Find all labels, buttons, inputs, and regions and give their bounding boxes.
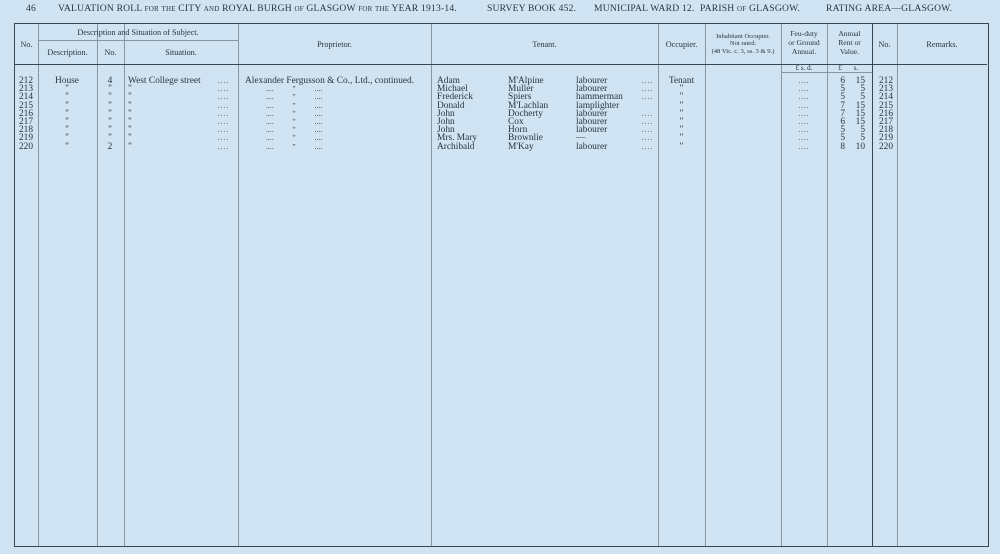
description-cell: " [65, 84, 69, 95]
group-rule [38, 40, 238, 41]
proprietor-cell: .... " .... [266, 133, 323, 143]
row-number-right: 216 [878, 108, 894, 119]
rent-pounds: 7 [840, 108, 845, 119]
row-number: 217 [18, 117, 34, 127]
house-number-cell: " [108, 84, 112, 95]
rent-shillings: 5 [860, 92, 865, 103]
inhabitant-line-2: Not rated. [729, 40, 757, 48]
situation-cell: West College street [128, 76, 201, 86]
tenant-occupation: labourer [576, 108, 608, 119]
tenant-last-name: Spiers [508, 92, 532, 103]
tenant-last-name: Docherty [508, 108, 543, 119]
col-rule [658, 24, 659, 546]
rent-shillings: 5 [860, 125, 865, 136]
col-no-header: No. [20, 40, 33, 49]
row-number-right: 212 [878, 76, 894, 86]
col-rule [897, 24, 898, 546]
tenant-first-name: John [437, 117, 455, 127]
situation-cell: " [128, 92, 132, 103]
rent-pounds: 6 [840, 76, 845, 86]
col-rule-heavy [872, 24, 873, 546]
survey-book: SURVEY BOOK 452. [487, 3, 577, 14]
proprietor-cell: .... " .... [266, 125, 323, 135]
col-rule [124, 24, 125, 546]
occupier-cell: " [679, 125, 684, 136]
tenant-last-name: Horn [508, 125, 528, 136]
row-number: 212 [18, 76, 34, 86]
feu-line-2: or Ground [788, 38, 820, 47]
municipal-ward: MUNICIPAL WARD 12. [594, 3, 695, 14]
tenant-dots: .... [642, 118, 653, 126]
house-number-cell: " [108, 125, 112, 136]
tenant-first-name: Michael [437, 84, 468, 95]
rent-line-3: Value. [839, 47, 860, 56]
tenant-dots: .... [642, 126, 653, 135]
feu-duty-cell: .... [798, 101, 810, 110]
rating-area: RATING AREA—GLASGOW. [826, 3, 953, 14]
parish: PARISH of GLASGOW. [700, 3, 801, 14]
col-situation-header: Situation. [165, 48, 197, 57]
tenant-occupation: labourer [576, 84, 608, 95]
feu-duty-cell: .... [798, 118, 810, 126]
house-number-cell: " [108, 108, 112, 119]
inhabitant-line-3: (48 Vic. c. 3, ss. 3 & 9.) [711, 47, 775, 55]
occupier-cell: " [679, 92, 684, 103]
situation-dots: .... [218, 134, 229, 143]
tenant-occupation: — [576, 133, 586, 144]
tenant-first-name: Archibald [437, 141, 475, 152]
tenant-first-name: Frederick [437, 92, 473, 103]
col-occupier-header: Occupier. [665, 40, 698, 49]
feu-line-1: Feu-duty [790, 29, 818, 38]
proprietor-cell: Alexander Fergusson & Co., Ltd., continued. [245, 76, 415, 86]
col-description-header: Description. [47, 48, 88, 57]
situation-cell: " [128, 100, 132, 111]
rent-shillings: 5 [860, 84, 865, 95]
situation-cell: " [128, 84, 132, 95]
description-cell: " [65, 108, 69, 119]
proprietor-cell: .... " .... [266, 100, 323, 110]
house-number-cell: " [108, 92, 112, 103]
house-number-cell: " [108, 117, 112, 127]
rent-pounds: 5 [840, 92, 845, 103]
tenant-last-name: Muller [508, 84, 534, 95]
occupier-cell: " [679, 117, 684, 127]
col-inhabitant-header [705, 33, 781, 55]
situation-cell: " [128, 108, 132, 119]
situation-dots: .... [218, 77, 229, 85]
rent-pounds: 5 [840, 125, 845, 136]
tenant-occupation: hammerman [576, 92, 623, 103]
row-number: 219 [18, 133, 34, 144]
description-cell: " [65, 125, 69, 136]
rent-shillings: 10 [855, 141, 865, 152]
feu-duty-cell: .... [798, 142, 810, 151]
occupier-cell: " [679, 84, 684, 95]
situation-cell: " [128, 141, 132, 152]
rent-line-1: Annual [838, 29, 861, 38]
occupier-cell: " [679, 108, 684, 119]
occupier-cell: " [679, 100, 684, 111]
col-rule [827, 24, 828, 546]
rent-pounds: 7 [840, 100, 845, 111]
tenant-last-name: M'Kay [508, 141, 534, 152]
col-remarks-header: Remarks. [926, 40, 958, 49]
situation-cell: " [128, 117, 132, 127]
house-number-cell: " [108, 100, 112, 111]
house-number-cell: 4 [107, 76, 113, 86]
proprietor-cell: .... " .... [266, 92, 323, 102]
situation-cell: " [128, 125, 132, 136]
feu-duty-cell: .... [798, 109, 810, 118]
rent-shillings: 15 [855, 76, 865, 86]
feu-duty-cell: .... [798, 134, 810, 143]
proprietor-cell: .... " .... [266, 141, 323, 151]
situation-dots: .... [218, 109, 229, 118]
house-number-cell: " [108, 133, 112, 144]
situation-dots: .... [218, 142, 229, 151]
rent-pounds: 5 [840, 133, 845, 144]
situation-dots: .... [218, 93, 229, 102]
feu-duty-cell: .... [798, 126, 810, 135]
col-rule [238, 24, 239, 546]
rent-pounds: 5 [840, 84, 845, 95]
tenant-first-name: Adam [437, 76, 460, 86]
rent-line-2: Rent or [838, 38, 861, 47]
row-number-right: 218 [878, 125, 894, 136]
rent-pounds: 6 [840, 117, 845, 127]
row-number: 216 [18, 108, 34, 119]
col-number-header: No. [104, 48, 117, 57]
feu-units: £ s. d. [795, 64, 813, 72]
tenant-first-name: Donald [437, 100, 465, 111]
tenant-first-name: John [437, 108, 455, 119]
col-rule [38, 24, 39, 546]
tenant-occupation: labourer [576, 76, 608, 86]
situation-dots: .... [218, 85, 229, 94]
col-group-header: Description and Situation of Subject. [77, 28, 199, 37]
tenant-dots: .... [642, 93, 653, 102]
row-number-right: 214 [878, 92, 894, 103]
tenant-dots: .... [642, 77, 653, 85]
situation-cell: " [128, 133, 132, 144]
description-cell: " [65, 133, 69, 144]
feu-line-3: Annual. [791, 47, 817, 56]
inhabitant-line-1: Inhabitant Occupier. [716, 33, 770, 40]
rent-shillings: 15 [855, 117, 865, 127]
rent-shilling-unit: s. [853, 64, 859, 72]
situation-dots: .... [218, 101, 229, 110]
occupier-cell: " [679, 133, 684, 144]
house-number-cell: 2 [107, 141, 113, 152]
row-number-right: 213 [878, 84, 894, 95]
feu-duty-cell: .... [798, 93, 810, 102]
tenant-dots: .... [642, 142, 653, 151]
tenant-occupation: lamplighter [576, 100, 620, 111]
col-rent-header [827, 29, 872, 56]
situation-dots: .... [218, 126, 229, 135]
tenant-last-name: Brownlie [508, 133, 543, 144]
row-number: 218 [18, 125, 34, 136]
row-number-right: 215 [878, 100, 894, 111]
row-number-right: 220 [878, 141, 894, 152]
description-cell: " [65, 92, 69, 103]
rent-pound-unit: £ [838, 64, 842, 72]
roll-title: VALUATION ROLL for the CITY and ROYAL BURGH of GLASGOW for the YEAR 1913-14. [58, 3, 457, 14]
tenant-dots: .... [642, 85, 653, 94]
proprietor-cell: .... " .... [266, 108, 323, 118]
description-cell: " [65, 100, 69, 111]
description-cell: " [65, 141, 69, 152]
tenant-occupation: labourer [576, 117, 608, 127]
col-tenant-header: Tenant. [532, 40, 557, 49]
tenant-occupation: labourer [576, 141, 608, 152]
rent-shillings: 15 [855, 100, 865, 111]
situation-dots: .... [218, 118, 229, 126]
row-number: 213 [18, 84, 34, 95]
row-number: 220 [18, 141, 34, 152]
col-rule [781, 24, 782, 546]
col-feu-header [781, 29, 827, 56]
tenant-last-name: Cox [508, 117, 524, 127]
tenant-dots: .... [642, 109, 653, 118]
col-rule [97, 24, 98, 546]
proprietor-cell: .... " .... [266, 117, 323, 126]
col-proprietor-header: Proprietor. [317, 40, 352, 49]
description-cell: " [65, 117, 69, 127]
proprietor-cell: .... " .... [266, 84, 323, 94]
occupier-cell: " [679, 141, 684, 152]
rent-shillings: 5 [860, 133, 865, 144]
tenant-last-name: M'Alpine [508, 76, 544, 86]
page-header [0, 3, 1000, 17]
feu-duty-cell: .... [798, 77, 810, 85]
row-number: 214 [18, 92, 34, 103]
occupier-cell: Tenant [668, 76, 695, 86]
description-cell: House [55, 76, 79, 86]
col-no3-header: No. [878, 40, 891, 49]
tenant-first-name: Mrs. Mary [437, 133, 478, 144]
tenant-last-name: M'Lachlan [508, 100, 549, 111]
tenant-dots: .... [642, 134, 653, 143]
row-number-right: 217 [878, 117, 894, 127]
col-rule [705, 24, 706, 546]
page-number: 46 [26, 3, 36, 14]
feu-duty-cell: .... [798, 85, 810, 94]
rent-shillings: 15 [855, 108, 865, 119]
tenant-first-name: John [437, 125, 455, 136]
valuation-table [14, 23, 989, 547]
row-number-right: 219 [878, 133, 894, 144]
row-number: 215 [18, 100, 34, 111]
rent-pounds: 8 [840, 141, 845, 152]
tenant-occupation: labourer [576, 125, 608, 136]
